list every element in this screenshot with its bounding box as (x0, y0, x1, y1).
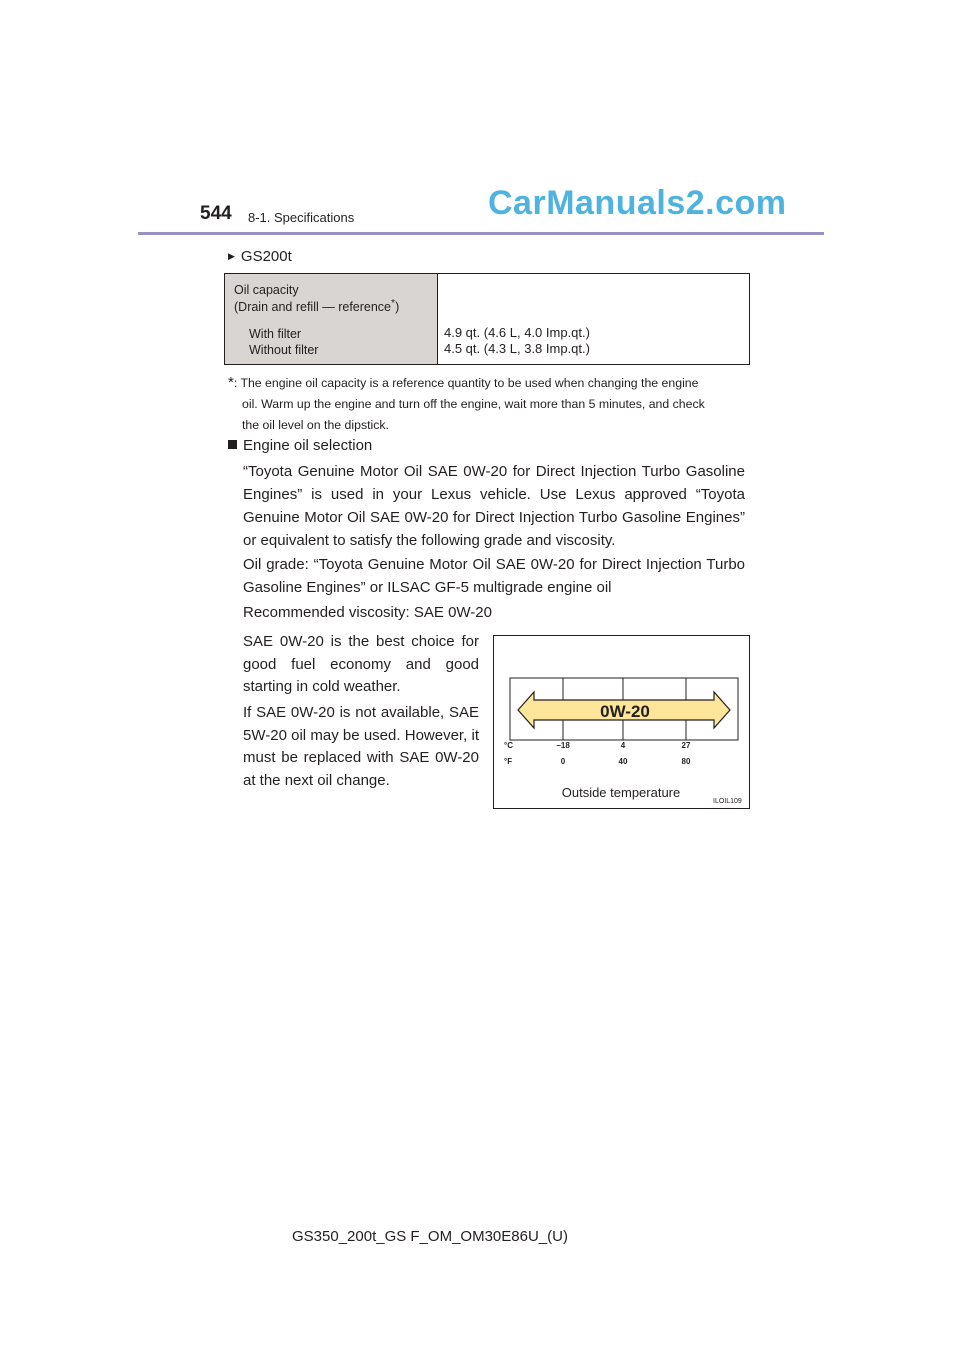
oil-capacity-values (438, 274, 749, 364)
fahrenheit-tick: 0 (560, 757, 566, 766)
oil-capacity-table (224, 273, 750, 365)
viscosity-figure (493, 635, 750, 809)
oil-capacity-heading: Oil capacity (234, 283, 299, 297)
with-filter-label: With filter (249, 327, 302, 341)
fahrenheit-tick: 40 (618, 757, 628, 766)
alternative-oil-paragraph: If SAE 0W-20 is not available, SAE 5W-20 oil may be used. However, it must be replaced with SAE 0W-20 at the next oil change. (243, 704, 479, 789)
footnote-star: * (228, 374, 234, 391)
with-filter-value: 4.9 qt. (4.6 L, 4.0 Imp.qt.) (444, 325, 590, 340)
footnote-line-1: : The engine oil capacity is a reference quantity to be used when changing the engine (233, 376, 699, 390)
engine-oil-selection-title: Engine oil selection (243, 437, 373, 454)
without-filter-label: Without filter (249, 343, 319, 357)
page-number: 544 (200, 203, 232, 224)
footnote-marker: * (391, 298, 396, 309)
without-filter-value: 4.5 qt. (4.3 L, 3.8 Imp.qt.) (444, 341, 590, 356)
fahrenheit-unit: °F (504, 757, 513, 766)
triangle-bullet-icon: ▶ (228, 251, 235, 261)
section-title: 8-1. Specifications (248, 210, 355, 225)
model-label-text: GS200t (240, 248, 292, 265)
oil-capacity-subheading: (Drain and refill — reference*) (234, 298, 400, 315)
footnote-line-3: the oil level on the dipstick. (242, 418, 389, 432)
viscosity-chart (494, 636, 749, 808)
fahrenheit-tick: 80 (681, 757, 691, 766)
celsius-tick: −18 (556, 741, 570, 750)
document-code: GS350_200t_GS F_OM_OM30E86U_(U) (292, 1228, 568, 1245)
engine-oil-selection-heading (228, 437, 372, 454)
figure-caption: Outside temperature (561, 785, 681, 800)
footnote-line-2: oil. Warm up the engine and turn off the engine, wait more than 5 minutes, and check (242, 397, 705, 411)
celsius-tick: 27 (681, 741, 691, 750)
square-bullet-icon (228, 440, 237, 449)
figure-code: ILOIL109 (713, 798, 742, 805)
oil-grade-paragraph: Oil grade: “Toyota Genuine Motor Oil SAE 0W-20 for Direct Injection Turbo Gasoline Engines” or ILSAC GF-5 multigrade engine oil (243, 556, 745, 596)
celsius-unit: °C (504, 741, 513, 750)
header-divider (138, 232, 824, 235)
celsius-tick: 4 (620, 741, 626, 750)
selection-paragraph-1: “Toyota Genuine Motor Oil SAE 0W-20 for Direct Injection Turbo Gasoline Engines” is used in your Lexus vehicle. Use Lexus approved “Toyota Genuine Motor Oil SAE 0W-20 for Direct Injection Turbo Gasoline Engines” or equivalent to satisfy the following grade and viscosity. (243, 463, 745, 549)
recommended-viscosity: Recommended viscosity: SAE 0W-20 (243, 604, 492, 621)
best-choice-paragraph: SAE 0W-20 is the best choice for good fuel economy and good starting in cold weather. (243, 633, 479, 695)
viscosity-grade-label: 0W-20 (600, 702, 650, 721)
oil-capacity-labels (225, 274, 438, 364)
brand-watermark[interactable]: CarManuals2.com (488, 184, 787, 222)
footnote (228, 372, 750, 436)
model-label (228, 248, 292, 265)
